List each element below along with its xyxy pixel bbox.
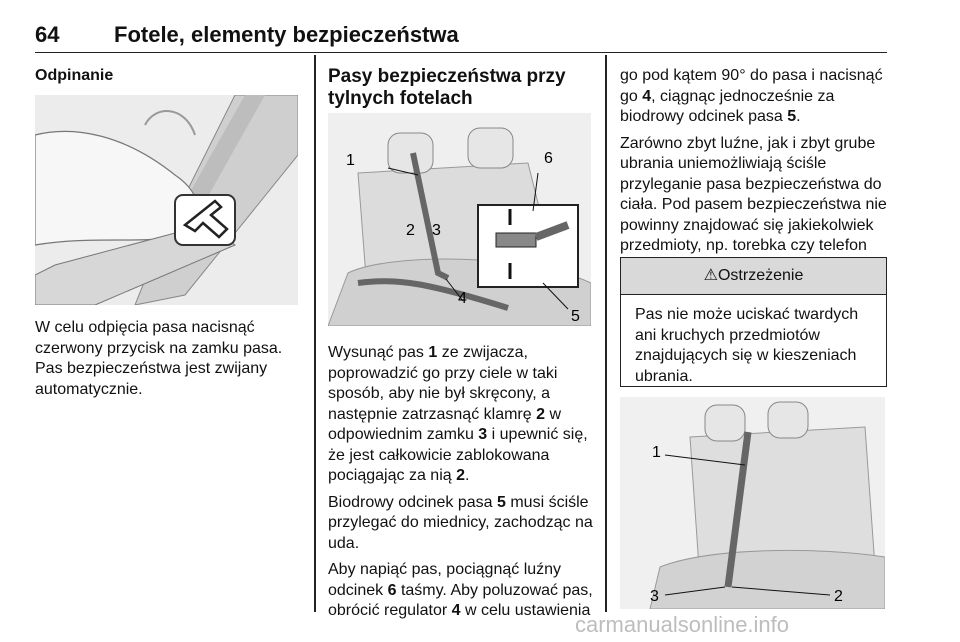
column-1-text: [35, 318, 305, 406]
unbuckling-illustration: [35, 95, 298, 305]
rear-seat-belt-illustration: [328, 113, 591, 326]
column-2-text: [328, 343, 598, 628]
paragraph: Wysunąć pas 1 ze zwijacza, poprowadzić go przy ciele w taki sposób, aby nie był skręcony, a następnie zatrzasnąć klamrę 2 w odpowiednim zamku 3 i upewnić się, że jest całkowicie zablokowana pociągając za nią 2.: [328, 344, 588, 484]
heading-line: Pasy bezpieczeństwa przy: [328, 66, 566, 87]
column-3-text: [620, 66, 890, 283]
warning-text: Pas nie może uciskać twardych ani kruchych przedmiotów znajdujących się w kieszeniach ubrania.: [635, 306, 859, 385]
paragraph: Aby napiąć pas, pociągnąć luźny odcinek 6 taśmy. Aby poluzować pas, obrócić regulator 4 w celu ustawienia: [328, 561, 593, 619]
page-header: [35, 0, 887, 53]
warning-box: [620, 257, 887, 387]
warning-icon: ⚠: [703, 267, 718, 284]
callout-3: 3: [650, 588, 659, 605]
callout-1: 1: [652, 444, 661, 461]
callout-4: 4: [458, 290, 467, 307]
warning-title: Ostrzeżenie: [717, 267, 804, 284]
callout-2: 2: [406, 222, 415, 239]
callout-5: 5: [571, 308, 580, 325]
section-heading: Odpinanie: [35, 67, 114, 84]
paragraph: go pod kątem 90° do pasa i nacisnąć go 4, ciągnąc jednocześnie za biodrowy odcinek pasa 5.: [620, 67, 883, 125]
callout-6: 6: [544, 150, 553, 167]
warning-header: [621, 258, 886, 295]
paragraph: Biodrowy odcinek pasa 5 musi ściśle przylegać do miednicy, zachodząc na uda.: [328, 493, 593, 552]
callout-1: 1: [346, 152, 355, 169]
column-2-heading: [328, 66, 598, 110]
section-heading: [328, 66, 598, 110]
page-number: 64: [35, 22, 60, 47]
callout-2: 2: [834, 588, 843, 605]
column-divider: [605, 55, 607, 612]
watermark: carmanualsonline.info: [575, 612, 790, 637]
paragraph: Zarówno zbyt luźne, jak i zbyt grube ubrania uniemożliwiają ściśle przyleganie pasa bezpieczeństwa do ciała. Pod pasem bezpieczeństwa nie powinny znajdować się jakiekolwiek przedmioty, np. torebka czy telefon: [620, 134, 887, 254]
van-seat-belt-illustration: [620, 397, 885, 609]
column-divider: [314, 55, 316, 612]
column-1: [35, 66, 300, 87]
callout-3: 3: [432, 222, 441, 239]
page-title: Fotele, elementy bezpieczeństwa: [114, 22, 459, 47]
heading-line: tylnych fotelach: [328, 88, 473, 109]
paragraph: W celu odpięcia pasa nacisnąć czerwony przycisk na zamku pasa. Pas bezpieczeństwa jest zwijany automatycznie.: [35, 319, 283, 398]
